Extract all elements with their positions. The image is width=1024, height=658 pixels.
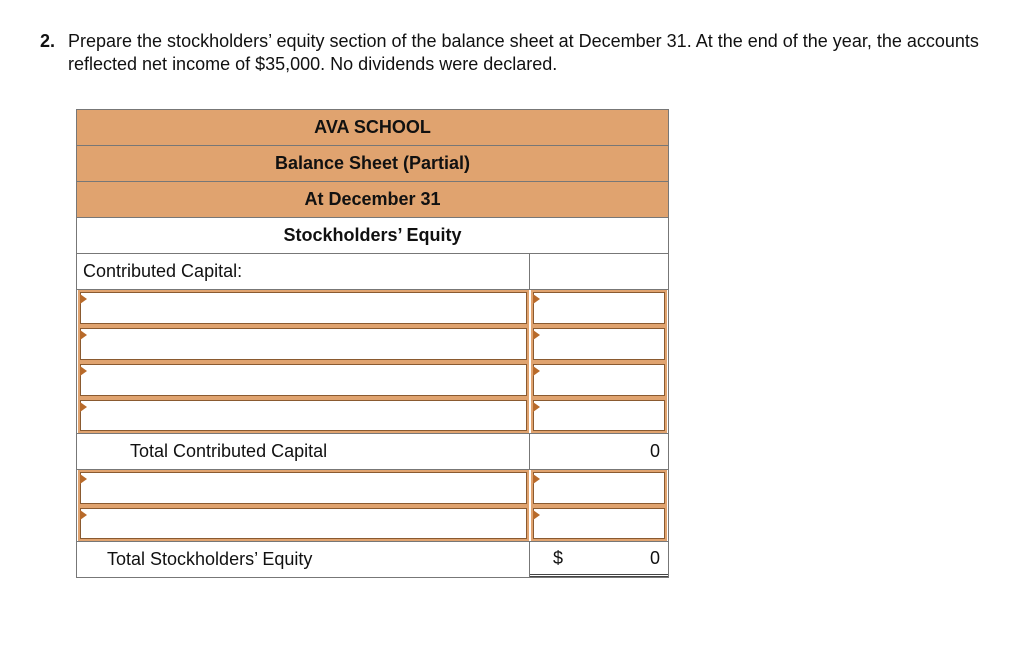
total-contributed-value: 0 bbox=[649, 441, 660, 461]
input-row bbox=[77, 290, 668, 326]
total-contributed-row bbox=[77, 434, 668, 470]
input-row bbox=[77, 470, 668, 506]
statement-title: Balance Sheet (Partial) bbox=[77, 146, 668, 182]
total-contributed-label: Total Contributed Capital bbox=[77, 434, 530, 469]
total-equity-label: Total Stockholders’ Equity bbox=[77, 542, 530, 577]
account-name-input[interactable] bbox=[78, 326, 529, 362]
account-name-input[interactable] bbox=[78, 290, 529, 326]
account-name-input[interactable] bbox=[78, 398, 529, 433]
total-equity-value: 0 bbox=[649, 547, 660, 568]
account-name-input[interactable] bbox=[78, 362, 529, 398]
question-text: Prepare the stockholders’ equity section of the balance sheet at December 31. At the end of the year, the accounts reflected net income of $35,000. No dividends were declared. bbox=[68, 31, 979, 74]
currency-symbol: $ bbox=[553, 547, 564, 568]
amount-input[interactable] bbox=[531, 398, 667, 433]
amount-input[interactable] bbox=[531, 326, 667, 362]
contributed-capital-label: Contributed Capital: bbox=[77, 254, 530, 289]
balance-sheet-table bbox=[76, 109, 669, 578]
section-title: Stockholders’ Equity bbox=[77, 218, 668, 254]
amount-input[interactable] bbox=[531, 362, 667, 398]
input-row bbox=[77, 506, 668, 542]
input-row bbox=[77, 398, 668, 434]
company-name: AVA SCHOOL bbox=[77, 110, 668, 146]
input-row bbox=[77, 362, 668, 398]
amount-input[interactable] bbox=[531, 290, 667, 326]
amount-input[interactable] bbox=[531, 470, 667, 506]
contributed-capital-row bbox=[77, 254, 668, 290]
statement-date: At December 31 bbox=[77, 182, 668, 218]
account-name-input[interactable] bbox=[78, 506, 529, 541]
total-equity-row bbox=[77, 542, 668, 578]
input-row bbox=[77, 326, 668, 362]
empty-cell bbox=[530, 254, 668, 289]
amount-input[interactable] bbox=[531, 506, 667, 541]
account-name-input[interactable] bbox=[78, 470, 529, 506]
question-number: 2. bbox=[40, 31, 56, 51]
total-equity-cell bbox=[530, 542, 668, 577]
